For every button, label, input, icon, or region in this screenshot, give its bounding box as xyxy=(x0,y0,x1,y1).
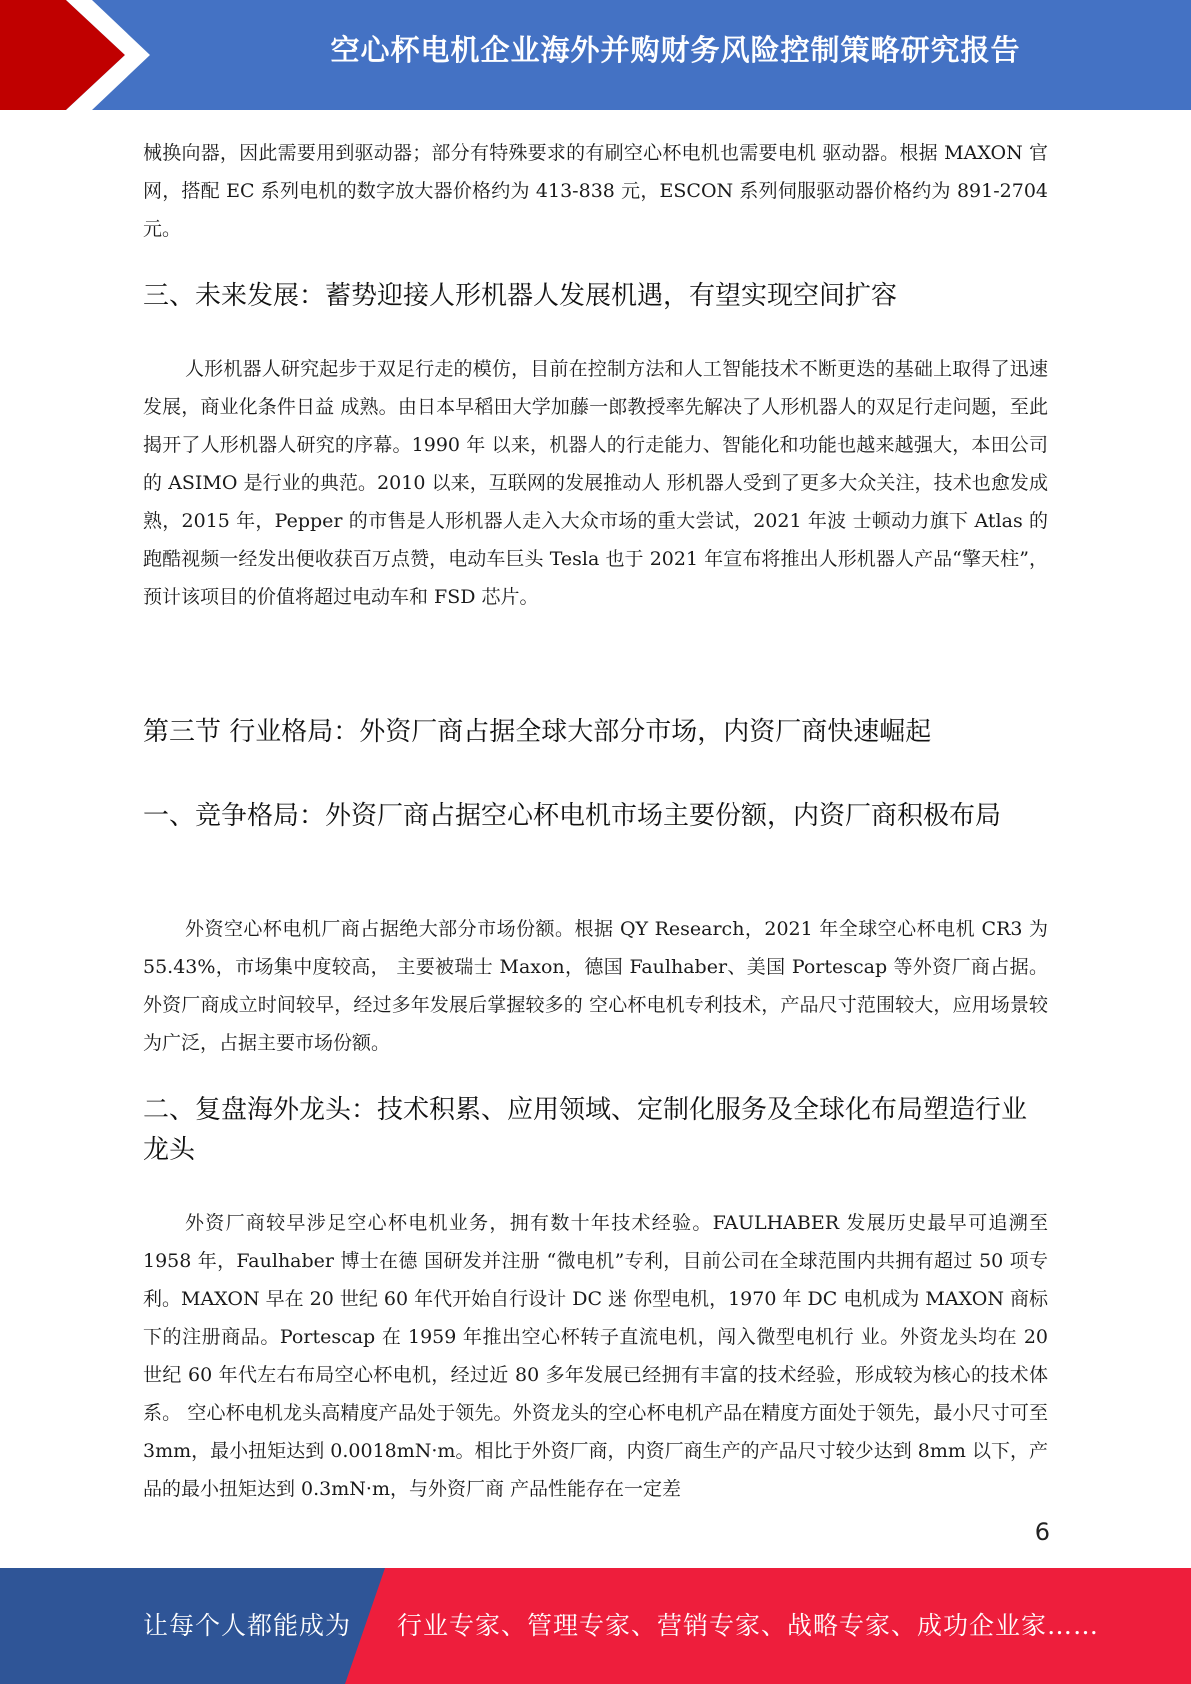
intro-paragraph-block xyxy=(143,134,1048,248)
heading-competition: 一、竞争格局：外资厂商占据空心杯电机市场主要份额，内资厂商积极布局 xyxy=(143,801,1002,831)
future-paragraph: 人形机器人研究起步于双足行走的模仿，目前在控制方法和人工智能技术不断更迭的基础上取得了迅速发展，商业化条件日益 成熟。由日本早稻田大学加藤一郎教授率先解决了人形机器人的双足行走问题，至此揭开了人形机器人研究的序幕。1990 年 以来，机器人的行走能力、智能化和功能也越来越强大，本田公司的 ASIMO 是行业的典范。2010 以来，互联网的发展推动人 形机器人受到了更多大众关注，技术也愈发成熟，2015 年，Pepper 的市售是人形机器人走入大众市场的重大尝试，2021 年波 士顿动力旗下 Atlas 的跑酷视频一经发出便收获百万点赞，电动车巨头 Tesla 也于 2021 年宣布将推出人形机器人产品“擎天柱”， 预计该项目的价值将超过电动车和 FSD 芯片。 xyxy=(143,358,1048,608)
report-title: 空心杯电机企业海外并购财务风险控制策略研究报告 xyxy=(330,33,1021,67)
future-heading-block xyxy=(143,276,1048,316)
future-paragraph-block xyxy=(143,350,1048,616)
footer-slogan-left: 让每个人都能成为 xyxy=(143,1611,352,1640)
competition-paragraph-block xyxy=(143,910,1048,1062)
heading-overseas-leaders: 二、复盘海外龙头：技术积累、应用领域、定制化服务及全球化布局塑造行业龙头 xyxy=(143,1095,1028,1165)
section3-heading-block xyxy=(143,712,1048,752)
page-footer xyxy=(0,1568,1191,1684)
intro-paragraph: 械换向器，因此需要用到驱动器；部分有特殊要求的有刷空心杯电机也需要电机 驱动器。根据 MAXON 官网，搭配 EC 系列电机的数字放大器价格约为 413-838 元，ESCON 系列伺服驱动器价格约为 891-2704 元。 xyxy=(143,142,1048,240)
leaders-paragraph-block xyxy=(143,1204,1048,1508)
header-arrow-decoration xyxy=(0,0,160,110)
heading-future-development: 三、未来发展：蓄势迎接人形机器人发展机遇，有望实现空间扩容 xyxy=(143,281,898,311)
leaders-heading-block xyxy=(143,1090,1048,1170)
leaders-paragraph: 外资厂商较早涉足空心杯电机业务，拥有数十年技术经验。FAULHABER 发展历史最早可追溯至 1958 年，Faulhaber 博士在德 国研发并注册 “微电机”专利，目前公司在全球范围内共拥有超过 50 项专利。MAXON 早在 20 世纪 60 年代开始自行设计 DC 迷 你型电机，1970 年 DC 电机成为 MAXON 商标下的注册商品。Portescap 在 1959 年推出空心杯转子直流电机，闯入微型电机行 业。外资龙头均在 20 世纪 60 年代左右布局空心杯电机，经过近 80 多年发展已经拥有丰富的技术经验，形成较为核心的技术体 系。 空心杯电机龙头高精度产品处于领先。外资龙头的空心杯电机产品在精度方面处于领先，最小尺寸可至 3mm，最小扭矩达到 0.0018mN·m。相比于外资厂商，内资厂商生产的产品尺寸较少达到 8mm 以下，产品的最小扭矩达到 0.3mN·m，与外资厂商 产品性能存在一定差 xyxy=(143,1212,1048,1500)
heading-section-3: 第三节 行业格局：外资厂商占据全球大部分市场，内资厂商快速崛起 xyxy=(143,717,932,747)
competition-heading-block xyxy=(143,796,1048,836)
page-header xyxy=(0,0,1191,110)
page-number: 6 xyxy=(1034,1518,1050,1546)
competition-paragraph: 外资空心杯电机厂商占据绝大部分市场份额。根据 QY Research，2021 年全球空心杯电机 CR3 为 55.43%，市场集中度较高， 主要被瑞士 Maxon，德国 Faulhaber、美国 Portescap 等外资厂商占据。外资厂商成立时间较早，经过多年发展后掌握较多的 空心杯电机专利技术，产品尺寸范围较大，应用场景较为广泛，占据主要市场份额。 xyxy=(143,918,1048,1054)
footer-slogan-right: 行业专家、管理专家、营销专家、战略专家、成功企业家…… xyxy=(397,1611,1100,1640)
